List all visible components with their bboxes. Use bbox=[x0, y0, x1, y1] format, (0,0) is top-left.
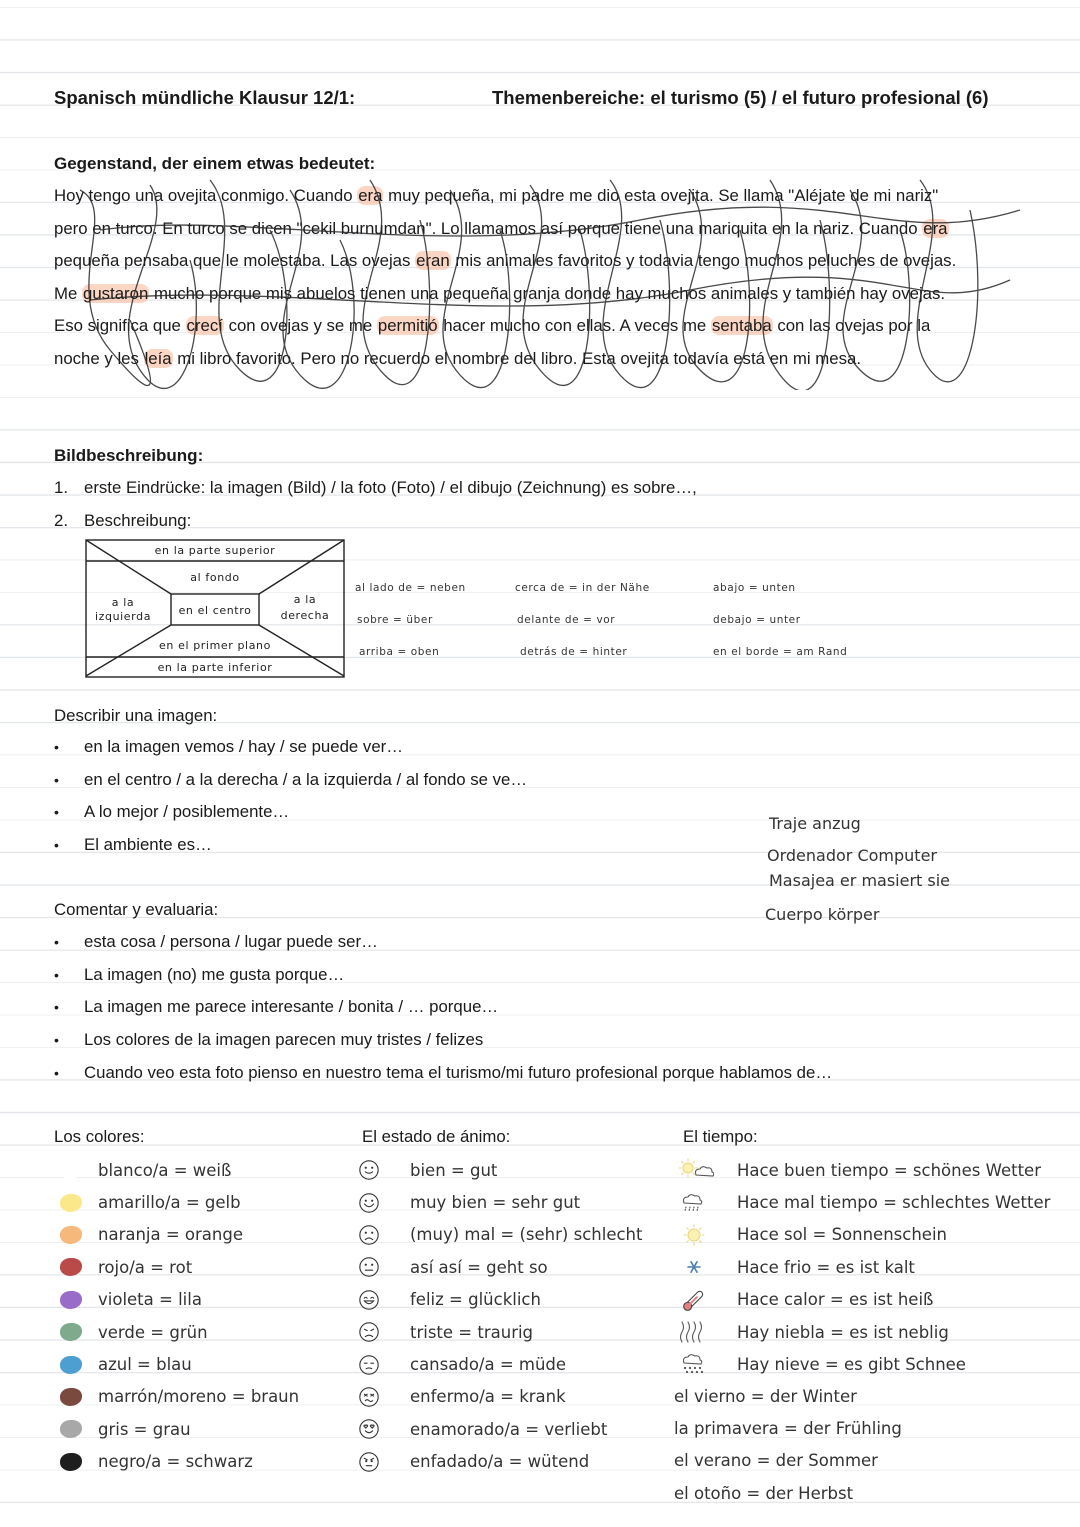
highlighted-verb: crecí bbox=[186, 316, 223, 336]
preposition-item: detrás de = hinter bbox=[520, 646, 628, 658]
preposition-item: debajo = unter bbox=[713, 614, 801, 626]
paragraph-line bbox=[54, 213, 1044, 246]
diagram-top-label: en la parte superior bbox=[154, 544, 276, 557]
color-item bbox=[44, 1154, 231, 1186]
highlighted-verb: permitió bbox=[377, 316, 438, 336]
list-item: • Los colores de la imagen parecen muy tristes / felizes bbox=[54, 1030, 484, 1050]
color-item-label: naranja = orange bbox=[98, 1225, 244, 1245]
preposition-item: abajo = unten bbox=[713, 582, 796, 594]
paragraph-line bbox=[54, 278, 1044, 311]
mood-item bbox=[348, 1348, 566, 1380]
note-item: Ordenador Computer bbox=[767, 846, 937, 865]
text-segment: noche y les bbox=[54, 348, 144, 368]
step-item: 2. Beschreibung: bbox=[54, 510, 192, 530]
rain-cloud-icon bbox=[674, 1189, 737, 1217]
mood-item-label: enamorado/a = verliebt bbox=[410, 1419, 608, 1439]
text-segment: muy pequeña, mi padre me dio esta ovejita. Se llama "Aléjate de mi nariz" bbox=[383, 186, 939, 205]
text-segment: Me bbox=[54, 283, 82, 303]
preposition-item: delante de = vor bbox=[517, 614, 616, 626]
paragraph-line bbox=[54, 310, 1044, 343]
sad-face-icon bbox=[348, 1318, 410, 1346]
color-item bbox=[44, 1413, 191, 1445]
snowflake-icon bbox=[674, 1253, 737, 1281]
text-segment: mi libro favorito. Pero no recuerdo el nombre del libro. Esta ovejita todavía está en mi mesa. bbox=[172, 348, 861, 368]
angry-face-icon bbox=[348, 1448, 410, 1476]
note-item: Cuerpo körper bbox=[765, 905, 880, 924]
weather-item bbox=[674, 1251, 915, 1283]
color-item-label: rojo/a = rot bbox=[98, 1257, 193, 1277]
mood-item bbox=[348, 1316, 533, 1348]
weather-item-label: Hace calor = es ist heiß bbox=[737, 1290, 934, 1310]
highlighted-verb: gustaron bbox=[82, 283, 149, 303]
diagram-right-label-1: a la bbox=[293, 593, 317, 606]
color-swatch-icon bbox=[44, 1351, 98, 1379]
text-segment: con las ovejas por la bbox=[772, 316, 931, 336]
season-item: el vierno = der Winter bbox=[674, 1386, 857, 1406]
color-item bbox=[44, 1284, 202, 1316]
list-item: • esta cosa / persona / lugar puede ser… bbox=[54, 932, 378, 952]
sick-face-icon bbox=[348, 1383, 410, 1411]
color-swatch-icon bbox=[44, 1448, 98, 1476]
diagram-background-label: al fondo bbox=[190, 571, 240, 584]
color-swatch-icon bbox=[44, 1189, 98, 1217]
color-swatch-icon bbox=[44, 1253, 98, 1281]
diagram-right-label-2: derecha bbox=[280, 609, 330, 622]
color-item bbox=[44, 1186, 241, 1218]
color-item bbox=[44, 1446, 253, 1478]
diagram-bottom-label: en la parte inferior bbox=[157, 661, 273, 674]
color-swatch-icon bbox=[44, 1383, 98, 1411]
weather-item bbox=[674, 1348, 966, 1380]
color-item-label: gris = grau bbox=[98, 1419, 191, 1439]
color-swatch-icon bbox=[44, 1286, 98, 1314]
mood-item-label: enfermo/a = krank bbox=[410, 1387, 566, 1407]
happy-face-icon bbox=[348, 1286, 410, 1314]
color-item bbox=[44, 1381, 299, 1413]
color-item-label: violeta = lila bbox=[98, 1290, 202, 1310]
color-swatch-icon bbox=[44, 1156, 98, 1184]
weather-item bbox=[674, 1219, 947, 1251]
color-item-label: blanco/a = weiß bbox=[98, 1160, 232, 1180]
preposition-item: sobre = über bbox=[357, 614, 433, 626]
text-segment: mucho porque mis abuelos tienen una pequeña granja donde hay muchos animales y también hay ovejas. bbox=[149, 283, 946, 303]
highlighted-verb: era bbox=[358, 186, 383, 205]
color-item-label: verde = grün bbox=[98, 1322, 208, 1342]
note-item: Masajea er masiert sie bbox=[769, 871, 951, 890]
mood-item-label: enfadado/a = wütend bbox=[410, 1452, 590, 1472]
color-item-label: azul = blau bbox=[98, 1355, 192, 1375]
weather-item bbox=[674, 1316, 949, 1348]
weather-item bbox=[674, 1154, 1041, 1186]
color-item bbox=[44, 1316, 208, 1348]
weather-item-label: Hace buen tiempo = schönes Wetter bbox=[737, 1160, 1041, 1180]
mood-title: El estado de ánimo: bbox=[362, 1127, 511, 1146]
season-item: el otoño = der Herbst bbox=[674, 1483, 854, 1503]
list-item: • Cuando veo esta foto pienso en nuestro tema el turismo/mi futuro profesional porque hablamos de… bbox=[54, 1062, 833, 1082]
text-segment: hacer mucho con ellas. A veces me bbox=[438, 316, 711, 336]
mood-item bbox=[348, 1219, 642, 1251]
big-smile-face-icon bbox=[348, 1189, 410, 1217]
highlighted-verb: sentaba bbox=[711, 316, 772, 336]
text-segment: Hoy tengo una ovejita conmigo. Cuando bbox=[54, 186, 358, 205]
object-section-title: Gegenstand, der einem etwas bedeutet: bbox=[54, 154, 376, 173]
object-paragraph bbox=[54, 180, 1044, 376]
weather-item-label: Hay nieve = es gibt Schnee bbox=[737, 1355, 966, 1375]
weather-item bbox=[674, 1284, 933, 1316]
colors-title: Los colores: bbox=[54, 1127, 145, 1146]
color-item-label: negro/a = schwarz bbox=[98, 1452, 253, 1472]
weather-title: El tiempo: bbox=[683, 1127, 758, 1146]
frown-face-icon bbox=[348, 1221, 410, 1249]
weather-item bbox=[674, 1186, 1050, 1218]
list-item: • La imagen (no) me gusta porque… bbox=[54, 964, 345, 984]
color-swatch-icon bbox=[44, 1221, 98, 1249]
mood-item bbox=[348, 1186, 580, 1218]
sun-cloud-icon bbox=[674, 1156, 737, 1184]
color-swatch-icon bbox=[44, 1415, 98, 1443]
paragraph-line bbox=[54, 343, 1044, 376]
weather-item-label: Hay niebla = es ist neblig bbox=[737, 1322, 949, 1342]
mood-item bbox=[348, 1154, 497, 1186]
color-item-label: amarillo/a = gelb bbox=[98, 1193, 241, 1213]
sun-icon bbox=[674, 1221, 737, 1249]
mood-item-label: así así = geht so bbox=[410, 1257, 548, 1277]
mood-item bbox=[348, 1446, 589, 1478]
description-steps bbox=[54, 472, 697, 537]
color-item bbox=[44, 1219, 243, 1251]
diagram-left-label-2: izquierda bbox=[94, 610, 152, 623]
highlighted-verb: leía bbox=[144, 348, 172, 368]
neutral-face-icon bbox=[348, 1253, 410, 1281]
season-item: el verano = der Sommer bbox=[674, 1451, 878, 1471]
describe-list bbox=[54, 731, 527, 861]
tired-face-icon bbox=[348, 1351, 410, 1379]
color-item bbox=[44, 1348, 192, 1380]
diagram-foreground-label: en el primer plano bbox=[159, 639, 271, 652]
smile-face-icon bbox=[348, 1156, 410, 1184]
mood-item-label: (muy) mal = (sehr) schlecht bbox=[410, 1225, 643, 1245]
diagram-left-label-1: a la bbox=[111, 596, 135, 609]
exam-title: Spanisch mündliche Klausur 12/1: bbox=[54, 87, 356, 108]
preposition-item: en el borde = am Rand bbox=[713, 646, 848, 658]
comment-list bbox=[54, 926, 832, 1089]
fog-icon bbox=[674, 1318, 737, 1346]
text-segment: mis animales favoritos y todavia tengo muchos peluches de ovejas. bbox=[450, 251, 957, 271]
color-item-label: marrón/moreno = braun bbox=[98, 1387, 300, 1407]
highlighted-verb: era bbox=[923, 218, 948, 238]
preposition-item: al lado de = neben bbox=[355, 582, 466, 594]
mood-item bbox=[348, 1251, 548, 1283]
weather-item-label: Hace frio = es ist kalt bbox=[737, 1257, 915, 1277]
picture-description-title: Bildbeschreibung: bbox=[54, 446, 204, 465]
mood-item-label: feliz = glücklich bbox=[410, 1290, 541, 1310]
paragraph-line bbox=[54, 245, 1044, 278]
list-item: • A lo mejor / posiblemente… bbox=[54, 802, 290, 822]
in-love-face-icon bbox=[348, 1415, 410, 1443]
diagram-center-label: en el centro bbox=[178, 604, 252, 617]
topics-title: Themenbereiche: el turismo (5) / el futuro profesional (6) bbox=[492, 87, 989, 108]
list-item: • en la imagen vemos / hay / se puede ver… bbox=[54, 737, 404, 757]
list-item: • en el centro / a la derecha / a la izquierda / al fondo se ve… bbox=[54, 769, 528, 789]
list-item: • La imagen me parece interesante / bonita / … porque… bbox=[54, 997, 499, 1017]
mood-item-label: triste = traurig bbox=[410, 1322, 534, 1342]
mood-item bbox=[348, 1413, 607, 1445]
color-item bbox=[44, 1251, 192, 1283]
paragraph-line bbox=[54, 180, 1044, 213]
season-item: la primavera = der Frühling bbox=[674, 1419, 902, 1439]
note-item: Traje anzug bbox=[769, 814, 861, 833]
text-segment: con ovejas y se me bbox=[223, 316, 377, 336]
highlighted-verb: eran bbox=[416, 251, 450, 271]
mood-item-label: cansado/a = müde bbox=[410, 1355, 567, 1375]
step-item: 1. erste Eindrücke: la imagen (Bild) / la foto (Foto) / el dibujo (Zeichnung) es sobre…, bbox=[54, 478, 697, 498]
weather-item-label: Hace mal tiempo = schlechtes Wetter bbox=[737, 1193, 1051, 1213]
weather-item-label: Hace sol = Sonnenschein bbox=[737, 1225, 947, 1245]
list-item: • El ambiente es… bbox=[54, 835, 212, 855]
position-diagram bbox=[85, 539, 347, 679]
text-segment: pero en turco. En turco se dicen "cekil burnumdan". Lo llamamos así porque tiene una mariquita en la nariz. Cuando bbox=[54, 218, 923, 238]
text-segment: pequeña pensaba que le molestaba. Las ovejas bbox=[54, 251, 416, 271]
comment-title: Comentar y evaluaria: bbox=[54, 900, 219, 919]
mood-item bbox=[348, 1284, 541, 1316]
preposition-item: arriba = oben bbox=[359, 646, 440, 658]
thermometer-icon bbox=[674, 1286, 737, 1314]
mood-item-label: muy bien = sehr gut bbox=[410, 1193, 581, 1213]
mood-item bbox=[348, 1381, 566, 1413]
describe-title: Describir una imagen: bbox=[54, 706, 218, 725]
mood-item-label: bien = gut bbox=[410, 1160, 498, 1180]
text-segment: Eso significa que bbox=[54, 316, 186, 336]
snow-cloud-icon bbox=[674, 1351, 737, 1379]
preposition-item: cerca de = in der Nähe bbox=[515, 582, 650, 594]
color-swatch-icon bbox=[44, 1318, 98, 1346]
